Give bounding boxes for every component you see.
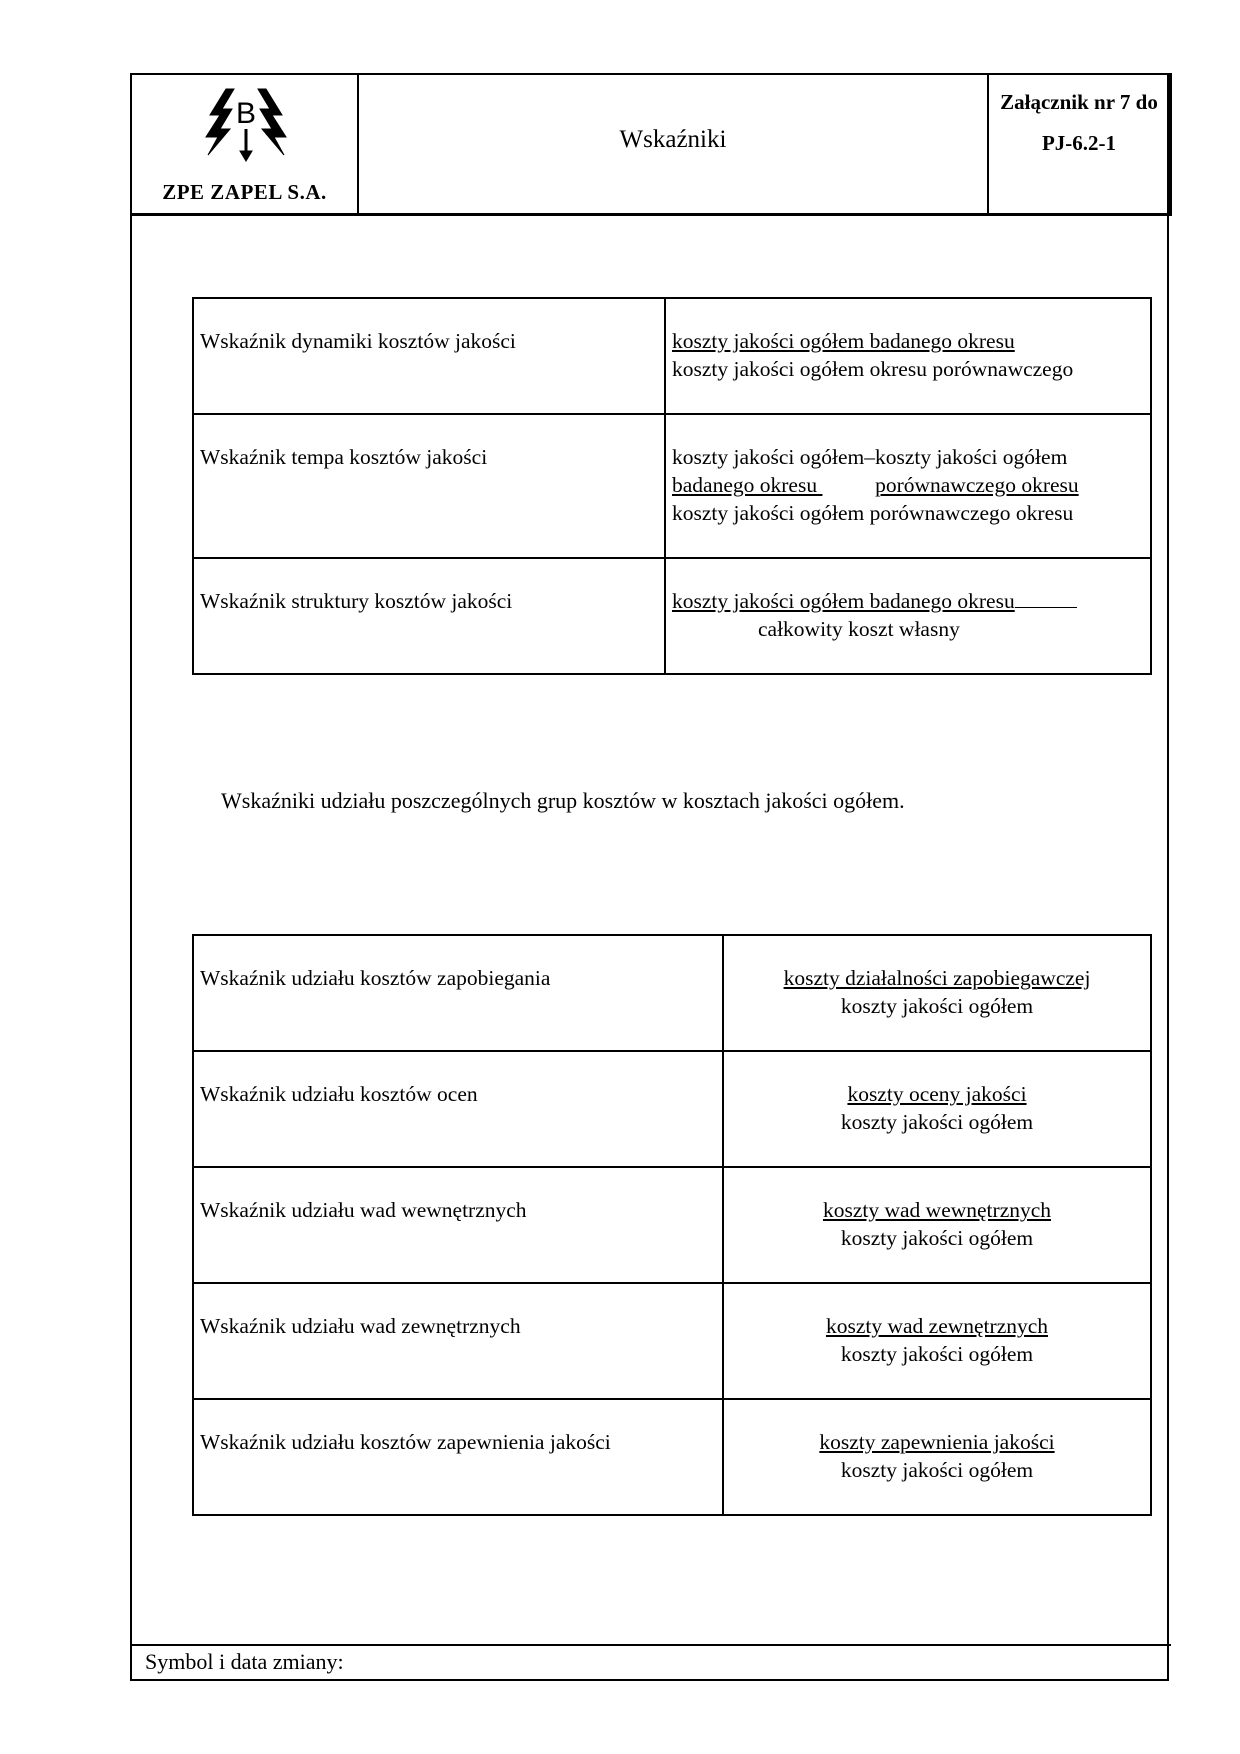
indicator-formula	[723, 1167, 1151, 1283]
document-code: PJ-6.2-1	[1041, 131, 1117, 155]
document-header	[130, 73, 1172, 216]
formula-numerator: koszty oceny jakości	[847, 1082, 1027, 1106]
formula-numerator: koszty jakości ogółem badanego okresu	[672, 589, 1015, 613]
formula-term-b: porównawczego okresu	[875, 473, 1079, 497]
indicator-formula	[723, 935, 1151, 1051]
table-row	[193, 1051, 1151, 1167]
table-row	[193, 1283, 1151, 1399]
formula-term-a: badanego okresu	[672, 473, 818, 497]
indicator-label: Wskaźnik udziału kosztów zapewnienia jakości	[193, 1399, 723, 1515]
formula-numerator-line1: koszty jakości ogółem–koszty jakości ogółem	[672, 445, 1068, 469]
formula-denominator: koszty jakości ogółem	[840, 1342, 1034, 1366]
company-name: ZPE ZAPEL S.A.	[162, 180, 327, 204]
formula-denominator: koszty jakości ogółem	[840, 1110, 1034, 1134]
indicator-formula	[665, 414, 1151, 558]
change-symbol-label: Symbol i data zmiany:	[145, 1649, 344, 1674]
fraction-line	[1015, 588, 1077, 608]
indicator-label: Wskaźnik udziału kosztów zapobiegania	[193, 935, 723, 1051]
table-row	[193, 935, 1151, 1051]
document-reference	[989, 75, 1169, 213]
formula-numerator: koszty działalności zapobiegawczej	[783, 966, 1091, 990]
table-row	[193, 558, 1151, 674]
company-logo-cell	[132, 75, 359, 213]
indicators-table-1	[192, 297, 1152, 675]
indicator-formula	[723, 1051, 1151, 1167]
indicator-label: Wskaźnik dynamiki kosztów jakości	[193, 298, 665, 414]
indicator-formula	[723, 1399, 1151, 1515]
formula-denominator: koszty jakości ogółem porównawczego okresu	[672, 501, 1074, 525]
indicator-formula	[665, 298, 1151, 414]
table-row	[193, 298, 1151, 414]
formula-numerator: koszty wad wewnętrznych	[822, 1198, 1052, 1222]
indicator-label: Wskaźnik udziału wad wewnętrznych	[193, 1167, 723, 1283]
indicator-label: Wskaźnik udziału kosztów ocen	[193, 1051, 723, 1167]
table-row	[193, 1399, 1151, 1515]
formula-denominator: koszty jakości ogółem	[840, 994, 1034, 1018]
formula-numerator: koszty zapewnienia jakości	[819, 1430, 1055, 1454]
section-heading: Wskaźniki udziału poszczególnych grup kosztów w kosztach jakości ogółem.	[221, 788, 905, 813]
document-title: Wskaźniki	[359, 75, 989, 213]
formula-numerator-line	[672, 587, 1144, 615]
formula-numerator-line2	[672, 471, 1144, 499]
company-logo-icon	[200, 85, 292, 163]
indicator-label: Wskaźnik struktury kosztów jakości	[193, 558, 665, 674]
indicator-formula	[665, 558, 1151, 674]
indicator-formula	[723, 1283, 1151, 1399]
indicator-label: Wskaźnik tempa kosztów jakości	[193, 414, 665, 558]
formula-gap	[817, 471, 875, 499]
formula-numerator: koszty wad zewnętrznych	[825, 1314, 1049, 1338]
logo-letter: B	[235, 97, 257, 130]
attachment-label: Załącznik nr 7 do	[1000, 90, 1158, 114]
footer-divider	[130, 1644, 1171, 1646]
indicator-label: Wskaźnik udziału wad zewnętrznych	[193, 1283, 723, 1399]
formula-denominator: koszty jakości ogółem okresu porównawczego	[672, 357, 1074, 381]
formula-denominator: koszty jakości ogółem	[840, 1226, 1034, 1250]
formula-numerator: koszty jakości ogółem badanego okresu	[672, 329, 1015, 353]
formula-denominator: całkowity koszt własny	[758, 617, 960, 641]
indicators-table-2	[192, 934, 1152, 1516]
formula-denominator: koszty jakości ogółem	[840, 1458, 1034, 1482]
table-row	[193, 1167, 1151, 1283]
table-row	[193, 414, 1151, 558]
